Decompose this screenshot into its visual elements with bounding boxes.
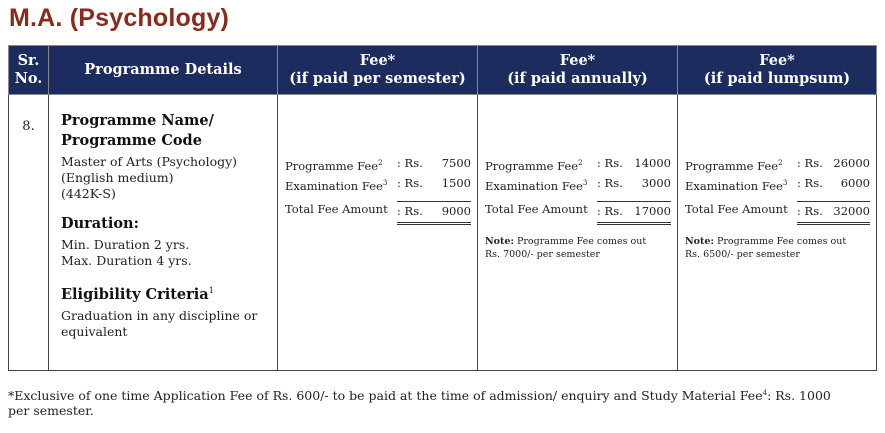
fee-annual-cell	[478, 95, 678, 371]
total-fee-row: Total Fee Amount : Rs. 9000	[285, 201, 471, 225]
semester-programme-fee: 7500	[441, 156, 471, 170]
annual-note: Note: Programme Fee comes out Rs. 7000/- per semester	[485, 235, 647, 260]
header-sr-no: Sr. No.	[9, 46, 49, 95]
total-fee-row: Total Fee Amount : Rs. 17000	[485, 201, 671, 225]
exam-fee-row: Examination Fee$^3$ : Rs. 1500	[285, 175, 471, 193]
fee-semester-cell	[278, 95, 478, 371]
lumpsum-programme-fee: 26000	[833, 156, 870, 170]
header-fee-annual: Fee* (if paid annually)	[478, 46, 678, 95]
semester-exam-fee: 1500	[441, 175, 471, 190]
programme-details-cell	[49, 95, 278, 371]
sr-no-cell: 8.	[9, 95, 49, 371]
programme-name-text: Master of Arts (Psychology) (English medium) (442K-S)	[61, 154, 238, 201]
header-programme-details: Programme Details	[49, 46, 278, 95]
table-header-row	[9, 46, 877, 95]
programme-name-heading: Programme Name/ Programme Code	[61, 112, 214, 149]
duration-text: Min. Duration 2 yrs. Max. Duration 4 yrs.	[61, 237, 192, 268]
lumpsum-note: Note: Programme Fee comes out Rs. 6500/- per semester	[685, 235, 847, 260]
annual-total-fee: 17000	[634, 203, 671, 218]
page-title: M.A. (Psychology)	[9, 4, 230, 32]
fee-table	[8, 45, 877, 371]
footnote: *Exclusive of one time Application Fee of Rs. 600/- to be paid at the time of admission/ enquiry and Study Material Fee$^4$: Rs. 1000 per semester.	[8, 388, 831, 419]
header-fee-semester: Fee* (if paid per semester)	[278, 46, 478, 95]
programme-fee-row: Programme Fee$^2$ : Rs. 26000	[685, 156, 870, 173]
fee-lumpsum-cell	[678, 95, 877, 371]
exam-fee-row: Examination Fee$^3$ : Rs. 3000	[485, 175, 671, 193]
exam-fee-row: Examination Fee$^3$ : Rs. 6000	[685, 175, 870, 193]
programme-fee-row: Programme Fee$^2$ : Rs. 14000	[485, 156, 671, 173]
total-fee-row: Total Fee Amount : Rs. 32000	[685, 201, 870, 225]
eligibility-text: Graduation in any discipline or equivalent	[61, 307, 258, 339]
annual-programme-fee: 14000	[634, 156, 671, 170]
lumpsum-exam-fee: 6000	[840, 175, 870, 190]
duration-heading: Duration:	[61, 215, 139, 232]
lumpsum-total-fee: 32000	[833, 203, 870, 218]
header-fee-lumpsum: Fee* (if paid lumpsum)	[678, 46, 877, 95]
semester-total-fee: 9000	[441, 203, 471, 218]
eligibility-heading: Eligibility Criteria$^1$	[61, 285, 214, 303]
annual-exam-fee: 3000	[641, 175, 671, 190]
table-row	[9, 95, 877, 371]
programme-fee-row: Programme Fee$^2$ : Rs. 7500	[285, 156, 471, 173]
